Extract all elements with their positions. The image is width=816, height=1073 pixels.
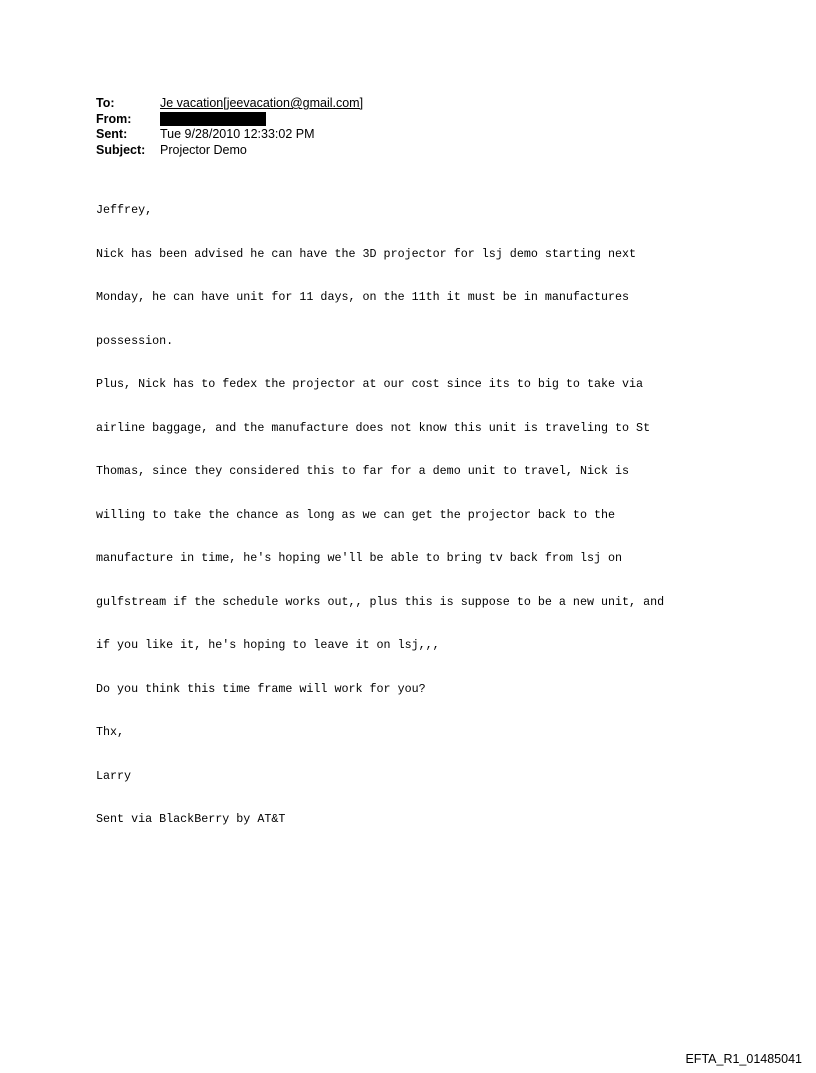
body-line: Plus, Nick has to fedex the projector at our cost since its to big to take via [96,377,644,391]
body-line: Nick has been advised he can have the 3D projector for lsj demo starting next [96,246,637,261]
sent-label: Sent: [96,127,128,141]
body-line: if you like it, he's hoping to leave it on lsj,,, [96,638,440,652]
body-line: Do you think this time frame will work for you? [96,681,426,696]
body-line: willing to take the chance as long as we can get the projector back to the [96,507,616,522]
subject-value: Projector Demo [160,142,247,157]
body-line: Larry [96,768,132,783]
body-line: gulfstream if the schedule works out,, plus this is suppose to be a new unit, and [96,594,665,609]
email-header [96,96,363,158]
from-row [96,112,363,128]
body-line: Thomas, since they considered this to far for a demo unit to travel, Nick is [96,464,630,478]
to-label: To: [96,96,115,110]
body-line: Thx, [96,725,125,739]
to-row [96,96,363,112]
subject-label: Subject: [96,142,146,157]
redaction-box [160,112,266,126]
email-body [96,174,664,841]
subject-row [96,143,363,159]
document-id: EFTA_R1_01485041 [685,1052,802,1066]
body-line: Jeffrey, [96,203,153,217]
body-line: possession. [96,333,174,348]
to-value: Je vacation[jeevacation@gmail.com] [160,96,364,110]
sent-row [96,127,363,143]
from-label: From: [96,111,132,126]
body-line: manufacture in time, he's hoping we'll be able to bring tv back from lsj on [96,551,623,565]
sent-value: Tue 9/28/2010 12:33:02 PM [160,127,315,141]
body-line: airline baggage, and the manufacture does not know this unit is traveling to St [96,420,651,435]
body-line: Monday, he can have unit for 11 days, on the 11th it must be in manufactures [96,290,630,304]
body-line: Sent via BlackBerry by AT&T [96,812,286,826]
